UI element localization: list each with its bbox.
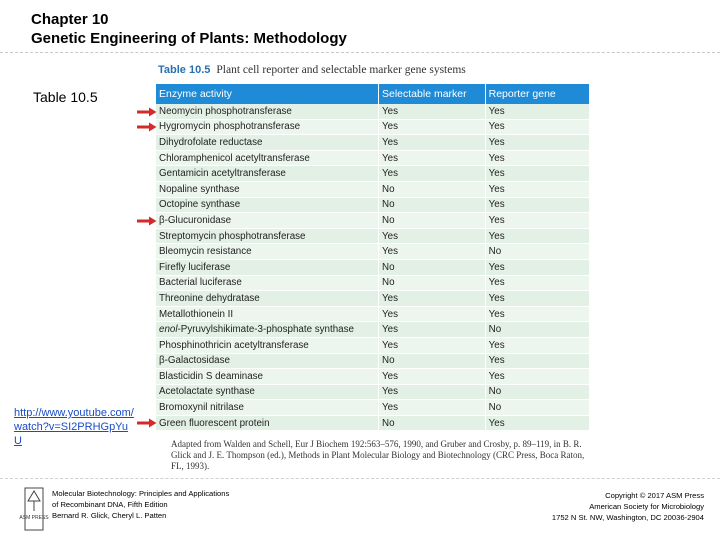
selectable-marker-cell: Yes	[379, 150, 486, 166]
reporter-gene-cell: Yes	[485, 369, 589, 385]
selectable-marker-cell: Yes	[379, 291, 486, 307]
table-row	[156, 322, 590, 338]
table-row	[156, 337, 590, 353]
selectable-marker-cell: Yes	[379, 400, 486, 416]
table-row	[156, 369, 590, 385]
book-title-line1: Molecular Biotechnology: Principles and Applications	[52, 489, 230, 498]
reporter-gene-cell: Yes	[485, 291, 589, 307]
enzyme-cell: enol-Pyruvylshikimate-3-phosphate synthase	[156, 322, 379, 338]
selectable-marker-cell: Yes	[379, 369, 486, 385]
selectable-marker-cell: Yes	[379, 166, 486, 182]
book-authors: Bernard R. Glick, Cheryl L. Patten	[52, 511, 167, 520]
reporter-gene-cell: Yes	[485, 166, 589, 182]
reporter-gene-cell: Yes	[485, 150, 589, 166]
table-caption	[158, 64, 466, 76]
enzyme-cell: Streptomycin phosphotransferase	[156, 228, 379, 244]
logo-text: ASM PRESS	[19, 515, 49, 521]
highlight-arrow-icon	[137, 122, 157, 132]
publisher-info	[552, 490, 704, 523]
enzyme-cell: β-Glucuronidase	[156, 213, 379, 229]
highlight-arrow-icon	[137, 107, 157, 117]
reporter-gene-cell: Yes	[485, 306, 589, 322]
reporter-gene-cell: Yes	[485, 337, 589, 353]
enzyme-cell: Metallothionein II	[156, 306, 379, 322]
enzyme-cell: Chloramphenicol acetyltransferase	[156, 150, 379, 166]
reporter-gene-cell: No	[485, 244, 589, 260]
book-title-line2: of Recombinant DNA, Fifth Edition	[52, 500, 168, 509]
enzyme-cell: Threonine dehydratase	[156, 291, 379, 307]
reporter-gene-cell: Yes	[485, 213, 589, 229]
table-row	[156, 384, 590, 400]
book-citation	[52, 488, 229, 521]
table-row	[156, 228, 590, 244]
marker-gene-table	[156, 84, 590, 431]
table-number: Table 10.5	[158, 64, 211, 76]
table-row	[156, 291, 590, 307]
selectable-marker-cell: No	[379, 197, 486, 213]
reporter-gene-cell: Yes	[485, 135, 589, 151]
table-row	[156, 197, 590, 213]
reporter-gene-cell: Yes	[485, 119, 589, 135]
enzyme-cell: Dihydrofolate reductase	[156, 135, 379, 151]
table-title: Plant cell reporter and selectable marker gene systems	[216, 64, 466, 76]
table-row	[156, 259, 590, 275]
table-row	[156, 135, 590, 151]
reporter-gene-cell: Yes	[485, 228, 589, 244]
table-row	[156, 119, 590, 135]
selectable-marker-cell: Yes	[379, 119, 486, 135]
selectable-marker-cell: Yes	[379, 244, 486, 260]
slide-title	[31, 10, 431, 48]
reporter-gene-cell: Yes	[485, 415, 589, 431]
selectable-marker-cell: Yes	[379, 306, 486, 322]
enzyme-cell: Nopaline synthase	[156, 181, 379, 197]
selectable-marker-cell: No	[379, 353, 486, 369]
table-row	[156, 166, 590, 182]
table-reference: Adapted from Walden and Schell, Eur J Biochem 192:563–576, 1990, and Gruber and Crosby, p. 89–119, in B. R. Glick and J. E. Thompson (ed.), Methods in Plant Molecular Biology and Biotechnology (CRC Press, Boca Raton, FL, 1993).	[171, 439, 585, 471]
selectable-marker-cell: No	[379, 415, 486, 431]
reporter-gene-cell: Yes	[485, 259, 589, 275]
selectable-marker-cell: Yes	[379, 322, 486, 338]
table-row	[156, 181, 590, 197]
selectable-marker-cell: No	[379, 213, 486, 229]
enzyme-cell: Bromoxynil nitrilase	[156, 400, 379, 416]
selectable-marker-cell: No	[379, 181, 486, 197]
enzyme-cell: Phosphinothricin acetyltransferase	[156, 337, 379, 353]
reporter-gene-cell: Yes	[485, 197, 589, 213]
enzyme-cell: β-Galactosidase	[156, 353, 379, 369]
table-row	[156, 244, 590, 260]
chapter-title: Genetic Engineering of Plants: Methodology	[31, 30, 347, 47]
enzyme-cell: Neomycin phosphotransferase	[156, 104, 379, 119]
enzyme-cell: Octopine synthase	[156, 197, 379, 213]
highlight-arrow-icon	[137, 216, 157, 226]
selectable-marker-cell: Yes	[379, 384, 486, 400]
chapter-label: Chapter 10	[31, 11, 109, 28]
enzyme-cell: Gentamicin acetyltransferase	[156, 166, 379, 182]
selectable-marker-cell: Yes	[379, 104, 486, 119]
column-header-enzyme: Enzyme activity	[156, 84, 379, 104]
youtube-link[interactable]: http://www.youtube.com/watch?v=SI2PRHGpYuU	[14, 407, 134, 447]
reporter-gene-cell: No	[485, 384, 589, 400]
reporter-gene-cell: No	[485, 322, 589, 338]
footer-divider	[0, 478, 720, 479]
column-header-reporter: Reporter gene	[485, 84, 589, 104]
selectable-marker-cell: Yes	[379, 228, 486, 244]
publisher-address: 1752 N St. NW, Washington, DC 20036-2904	[551, 513, 704, 522]
selectable-marker-cell: Yes	[379, 135, 486, 151]
copyright-line: Copyright © 2017 ASM Press	[605, 491, 704, 500]
table-row	[156, 353, 590, 369]
enzyme-cell: Green fluorescent protein	[156, 415, 379, 431]
reporter-gene-cell: Yes	[485, 353, 589, 369]
table-row	[156, 213, 590, 229]
enzyme-cell: Hygromycin phosphotransferase	[156, 119, 379, 135]
selectable-marker-cell: Yes	[379, 337, 486, 353]
selectable-marker-cell: No	[379, 275, 486, 291]
enzyme-cell: Blasticidin S deaminase	[156, 369, 379, 385]
reporter-gene-cell: Yes	[485, 181, 589, 197]
asm-press-logo	[19, 487, 49, 531]
table-header-row	[156, 84, 590, 104]
table-row	[156, 104, 590, 119]
enzyme-cell: Acetolactate synthase	[156, 384, 379, 400]
column-header-selectable: Selectable marker	[379, 84, 486, 104]
table-row	[156, 150, 590, 166]
selectable-marker-cell: No	[379, 259, 486, 275]
table-row	[156, 275, 590, 291]
enzyme-cell: Bacterial luciferase	[156, 275, 379, 291]
table-row	[156, 306, 590, 322]
highlight-arrow-icon	[137, 418, 157, 428]
reporter-gene-cell: No	[485, 400, 589, 416]
table-row	[156, 400, 590, 416]
table-row	[156, 415, 590, 431]
side-table-label: Table 10.5	[33, 89, 98, 105]
society-name: American Society for Microbiology	[589, 502, 704, 511]
reporter-gene-cell: Yes	[485, 275, 589, 291]
enzyme-cell: Firefly luciferase	[156, 259, 379, 275]
reporter-gene-cell: Yes	[485, 104, 589, 119]
title-divider	[0, 52, 720, 53]
enzyme-cell: Bleomycin resistance	[156, 244, 379, 260]
